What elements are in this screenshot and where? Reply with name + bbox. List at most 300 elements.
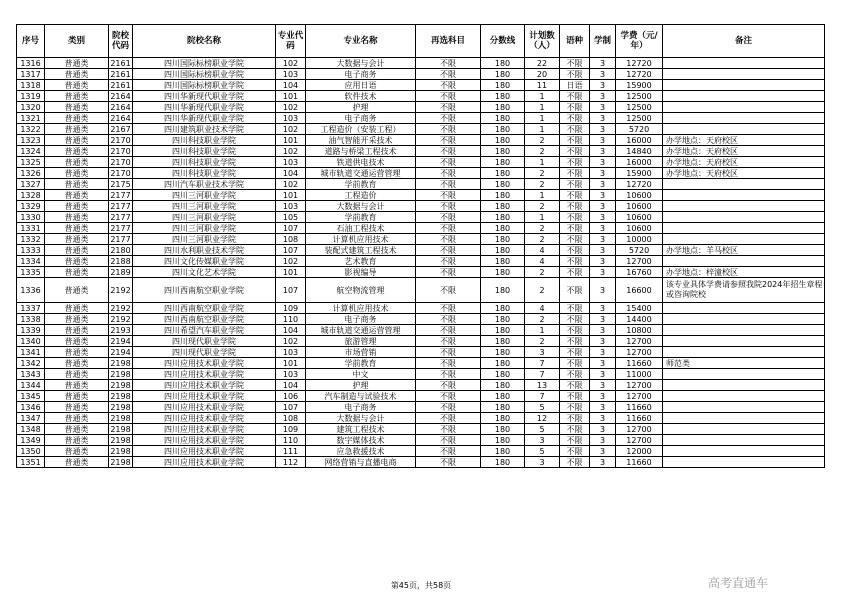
cell-subjects: 不限 [416, 245, 481, 256]
cell-school-name: 四川国际标榜职业学院 [133, 69, 276, 80]
cell-subjects: 不限 [416, 102, 481, 113]
cell-school-code: 2188 [110, 256, 131, 266]
cell-major-code: 103 [276, 369, 306, 380]
cell-language: 不限 [560, 336, 590, 347]
cell-score: 180 [481, 102, 525, 113]
cell-category: 普通类 [45, 102, 109, 113]
cell-note [663, 223, 825, 234]
cell-major-code: 107 [276, 402, 306, 413]
cell-note: 办学地点：天府校区 [663, 157, 825, 168]
cell-category: 普通类 [45, 146, 109, 157]
cell-seq: 1338 [17, 314, 45, 325]
header-major-code: 专业代码 [276, 25, 306, 58]
cell-language: 不限 [560, 124, 590, 135]
cell-fee: 5720 [616, 245, 663, 256]
cell-school-code: 2198 [110, 435, 131, 445]
cell-school-code: 2170 [110, 146, 131, 156]
cell-major-code: 108 [276, 413, 306, 424]
cell-note [663, 190, 825, 201]
cell-years: 3 [590, 124, 616, 135]
cell-language: 不限 [560, 457, 590, 468]
cell-school-name: 四川三河职业学院 [133, 223, 276, 234]
cell-subjects: 不限 [416, 278, 481, 303]
header-subjects: 再选科目 [416, 25, 481, 58]
cell-language: 不限 [560, 58, 590, 69]
cell-seq: 1349 [17, 435, 45, 446]
cell-plan: 2 [525, 234, 560, 245]
cell-category: 普通类 [45, 69, 109, 80]
cell-note [663, 413, 825, 424]
header-language: 语种 [560, 25, 590, 58]
cell-seq: 1323 [17, 135, 45, 146]
cell-school-name: 四川西南航空职业学院 [133, 278, 276, 303]
cell-years: 3 [590, 278, 616, 303]
cell-seq: 1321 [17, 113, 45, 124]
cell-score: 180 [481, 256, 525, 267]
cell-years: 3 [590, 391, 616, 402]
cell-score: 180 [481, 369, 525, 380]
cell-years: 3 [590, 201, 616, 212]
cell-major-code: 109 [276, 424, 306, 435]
cell-major-name: 电子商务 [306, 402, 416, 413]
cell-category: 普通类 [45, 157, 109, 168]
table-row [17, 402, 825, 413]
cell-language: 日语 [560, 80, 590, 91]
cell-school-code: 2194 [110, 347, 131, 357]
cell-years: 3 [590, 402, 616, 413]
cell-fee: 10600 [616, 190, 663, 201]
cell-major-code: 110 [276, 314, 306, 325]
cell-score: 180 [481, 245, 525, 256]
cell-major-code: 103 [276, 201, 306, 212]
cell-category: 普通类 [45, 245, 109, 256]
table-row [17, 245, 825, 256]
cell-school-code: 2198 [110, 369, 131, 379]
cell-major-name: 护理 [306, 380, 416, 391]
cell-fee: 12700 [616, 380, 663, 391]
cell-major-code: 110 [276, 435, 306, 446]
table-row [17, 91, 825, 102]
cell-score: 180 [481, 358, 525, 369]
cell-seq: 1330 [17, 212, 45, 223]
cell-major-name: 艺术教育 [306, 256, 416, 267]
cell-major-code: 104 [276, 380, 306, 391]
cell-language: 不限 [560, 278, 590, 303]
cell-score: 180 [481, 234, 525, 245]
cell-fee: 14840 [616, 146, 663, 157]
cell-subjects: 不限 [416, 256, 481, 267]
cell-note [663, 325, 825, 336]
cell-major-code: 103 [276, 69, 306, 80]
table-row [17, 267, 825, 278]
table-row [17, 303, 825, 314]
cell-plan: 2 [525, 135, 560, 146]
cell-years: 3 [590, 413, 616, 424]
cell-plan: 1 [525, 113, 560, 124]
cell-category: 普通类 [45, 380, 109, 391]
cell-fee: 15900 [616, 80, 663, 91]
header-major-name: 专业名称 [306, 25, 416, 58]
cell-subjects: 不限 [416, 135, 481, 146]
cell-school-code: 2198 [110, 380, 131, 390]
cell-major-name: 影视编导 [306, 267, 416, 278]
cell-subjects: 不限 [416, 303, 481, 314]
table-row [17, 157, 825, 168]
cell-school-code: 2177 [110, 234, 131, 244]
cell-school-name: 四川国际标榜职业学院 [133, 58, 276, 69]
cell-category: 普通类 [45, 256, 109, 267]
cell-language: 不限 [560, 157, 590, 168]
cell-subjects: 不限 [416, 380, 481, 391]
page-footer: 第45页，共58页 [390, 581, 452, 590]
cell-major-code: 107 [276, 245, 306, 256]
table-row [17, 212, 825, 223]
cell-category: 普通类 [45, 413, 109, 424]
cell-subjects: 不限 [416, 80, 481, 91]
cell-category: 普通类 [45, 325, 109, 336]
table-row [17, 457, 825, 468]
cell-plan: 11 [525, 80, 560, 91]
cell-major-code: 101 [276, 135, 306, 146]
cell-major-name: 学前教育 [306, 358, 416, 369]
cell-school-code: 2194 [110, 336, 131, 346]
cell-school-name: 四川三河职业学院 [133, 201, 276, 212]
cell-fee: 12720 [616, 179, 663, 190]
cell-score: 180 [481, 457, 525, 468]
cell-major-code: 104 [276, 80, 306, 91]
cell-plan: 3 [525, 347, 560, 358]
cell-fee: 10000 [616, 234, 663, 245]
cell-school-code: 2198 [110, 391, 131, 401]
cell-years: 3 [590, 157, 616, 168]
cell-note [663, 424, 825, 435]
cell-note [663, 212, 825, 223]
cell-major-name: 石油工程技术 [306, 223, 416, 234]
cell-school-code: 2198 [110, 402, 131, 412]
table-row [17, 135, 825, 146]
cell-score: 180 [481, 80, 525, 91]
table-row [17, 223, 825, 234]
cell-seq: 1339 [17, 325, 45, 336]
cell-major-name: 道路与桥梁工程技术 [306, 146, 416, 157]
cell-seq: 1320 [17, 102, 45, 113]
cell-major-name: 城市轨道交通运营管理 [306, 325, 416, 336]
cell-score: 180 [481, 212, 525, 223]
cell-major-code: 108 [276, 234, 306, 245]
cell-major-name: 航空物流管理 [306, 278, 416, 303]
cell-years: 3 [590, 256, 616, 267]
cell-category: 普通类 [45, 446, 109, 457]
cell-years: 3 [590, 446, 616, 457]
cell-school-name: 四川科技职业学院 [133, 168, 276, 179]
cell-score: 180 [481, 413, 525, 424]
cell-fee: 16000 [616, 135, 663, 146]
cell-plan: 2 [525, 223, 560, 234]
cell-school-name: 四川华新现代职业学院 [133, 113, 276, 124]
cell-years: 3 [590, 212, 616, 223]
cell-plan: 1 [525, 102, 560, 113]
cell-note [663, 91, 825, 102]
cell-years: 3 [590, 325, 616, 336]
cell-school-name: 四川三河职业学院 [133, 234, 276, 245]
cell-seq: 1317 [17, 69, 45, 80]
cell-seq: 1319 [17, 91, 45, 102]
header-category: 类别 [45, 25, 109, 58]
cell-note [663, 347, 825, 358]
cell-subjects: 不限 [416, 223, 481, 234]
cell-years: 3 [590, 168, 616, 179]
cell-major-code: 101 [276, 91, 306, 102]
cell-category: 普通类 [45, 124, 109, 135]
table-row [17, 391, 825, 402]
cell-note [663, 69, 825, 80]
cell-seq: 1322 [17, 124, 45, 135]
cell-category: 普通类 [45, 424, 109, 435]
cell-school-code: 2177 [110, 190, 131, 200]
cell-major-code: 112 [276, 457, 306, 468]
cell-subjects: 不限 [416, 201, 481, 212]
table-row [17, 347, 825, 358]
cell-language: 不限 [560, 303, 590, 314]
cell-major-name: 铁道供电技术 [306, 157, 416, 168]
cell-subjects: 不限 [416, 413, 481, 424]
cell-note [663, 58, 825, 69]
cell-major-name: 装配式建筑工程技术 [306, 245, 416, 256]
cell-school-name: 四川西南航空职业学院 [133, 303, 276, 314]
cell-language: 不限 [560, 113, 590, 124]
table-row [17, 58, 825, 69]
cell-school-code: 2175 [110, 179, 131, 189]
cell-seq: 1345 [17, 391, 45, 402]
cell-major-code: 104 [276, 325, 306, 336]
cell-school-name: 四川西南航空职业学院 [133, 314, 276, 325]
cell-seq: 1344 [17, 380, 45, 391]
cell-major-name: 工程造价 [306, 190, 416, 201]
cell-fee: 10600 [616, 212, 663, 223]
cell-plan: 5 [525, 446, 560, 457]
cell-school-code: 2192 [109, 278, 133, 303]
cell-fee: 16600 [616, 278, 663, 303]
cell-fee: 10600 [616, 223, 663, 234]
cell-school-code: 2198 [110, 457, 131, 467]
cell-major-code: 103 [276, 347, 306, 358]
cell-major-code: 109 [276, 303, 306, 314]
cell-subjects: 不限 [416, 124, 481, 135]
watermark-text: 高考直通车 [708, 576, 769, 590]
table-row [17, 80, 825, 91]
cell-years: 3 [590, 380, 616, 391]
table-row [17, 380, 825, 391]
cell-seq: 1348 [17, 424, 45, 435]
cell-school-code: 2189 [110, 267, 131, 277]
cell-plan: 2 [525, 201, 560, 212]
cell-subjects: 不限 [416, 190, 481, 201]
cell-note: 办学地点：羊马校区 [663, 245, 825, 256]
table-row [17, 369, 825, 380]
table-row [17, 234, 825, 245]
table-header-row [17, 25, 825, 58]
cell-plan: 2 [525, 168, 560, 179]
cell-major-code: 102 [276, 179, 306, 190]
table-row [17, 413, 825, 424]
cell-plan: 3 [525, 435, 560, 446]
cell-school-name: 四川应用技术职业学院 [133, 380, 276, 391]
admission-plan-table [16, 24, 825, 468]
cell-plan: 1 [525, 91, 560, 102]
cell-major-name: 电子商务 [306, 314, 416, 325]
cell-language: 不限 [560, 267, 590, 278]
cell-subjects: 不限 [416, 157, 481, 168]
table-row [17, 201, 825, 212]
cell-plan: 2 [525, 278, 560, 303]
cell-note: 该专业具体学费请参照我院2024年招生章程或咨询院校 [663, 278, 825, 303]
cell-note [663, 201, 825, 212]
cell-school-name: 四川科技职业学院 [133, 157, 276, 168]
table-row [17, 124, 825, 135]
cell-note [663, 457, 825, 468]
cell-note [663, 391, 825, 402]
cell-plan: 12 [525, 413, 560, 424]
cell-seq: 1316 [17, 58, 45, 69]
table-row [17, 69, 825, 80]
table-row [17, 424, 825, 435]
cell-major-name: 大数据与会计 [306, 413, 416, 424]
cell-fee: 10800 [616, 325, 663, 336]
cell-language: 不限 [560, 380, 590, 391]
cell-major-name: 汽车制造与试验技术 [306, 391, 416, 402]
cell-major-name: 城市轨道交通运营管理 [306, 168, 416, 179]
cell-fee: 16000 [616, 157, 663, 168]
cell-school-code: 2192 [110, 303, 131, 313]
cell-years: 3 [590, 223, 616, 234]
cell-fee: 12700 [616, 435, 663, 446]
cell-major-name: 学前教育 [306, 179, 416, 190]
cell-note [663, 303, 825, 314]
cell-years: 3 [590, 58, 616, 69]
table-row [17, 168, 825, 179]
cell-plan: 5 [525, 424, 560, 435]
cell-plan: 22 [525, 58, 560, 69]
cell-note [663, 369, 825, 380]
header-fee: 学费（元/年） [616, 25, 663, 58]
cell-years: 3 [590, 435, 616, 446]
cell-score: 180 [481, 157, 525, 168]
cell-school-code: 2170 [110, 157, 131, 167]
cell-language: 不限 [560, 135, 590, 146]
cell-school-name: 四川应用技术职业学院 [133, 413, 276, 424]
cell-plan: 1 [525, 325, 560, 336]
cell-subjects: 不限 [416, 391, 481, 402]
cell-score: 180 [481, 314, 525, 325]
cell-subjects: 不限 [416, 446, 481, 457]
cell-fee: 16760 [616, 267, 663, 278]
cell-score: 180 [481, 380, 525, 391]
cell-score: 180 [481, 336, 525, 347]
cell-school-name: 四川应用技术职业学院 [133, 402, 276, 413]
cell-language: 不限 [560, 146, 590, 157]
cell-note [663, 402, 825, 413]
cell-major-code: 102 [276, 102, 306, 113]
cell-years: 3 [590, 267, 616, 278]
cell-score: 180 [481, 69, 525, 80]
cell-years: 3 [590, 179, 616, 190]
cell-fee: 11660 [616, 413, 663, 424]
cell-subjects: 不限 [416, 234, 481, 245]
cell-language: 不限 [560, 314, 590, 325]
cell-subjects: 不限 [416, 325, 481, 336]
cell-subjects: 不限 [416, 457, 481, 468]
cell-language: 不限 [560, 212, 590, 223]
cell-major-name: 市场营销 [306, 347, 416, 358]
cell-school-code: 2180 [110, 245, 131, 255]
cell-category: 普通类 [45, 58, 109, 69]
cell-years: 3 [590, 303, 616, 314]
cell-language: 不限 [560, 358, 590, 369]
cell-school-code: 2170 [110, 168, 131, 178]
table-row [17, 113, 825, 124]
cell-years: 3 [590, 69, 616, 80]
cell-plan: 7 [525, 358, 560, 369]
cell-seq: 1328 [17, 190, 45, 201]
cell-category: 普通类 [45, 278, 109, 303]
cell-school-name: 四川文化传媒职业学院 [133, 256, 276, 267]
cell-subjects: 不限 [416, 424, 481, 435]
cell-note: 师范类 [663, 358, 825, 369]
cell-plan: 2 [525, 179, 560, 190]
cell-score: 180 [481, 223, 525, 234]
cell-category: 普通类 [45, 391, 109, 402]
cell-major-code: 101 [276, 190, 306, 201]
cell-fee: 10600 [616, 201, 663, 212]
cell-major-code: 102 [276, 124, 306, 135]
cell-subjects: 不限 [416, 369, 481, 380]
cell-language: 不限 [560, 369, 590, 380]
cell-score: 180 [481, 124, 525, 135]
cell-category: 普通类 [45, 336, 109, 347]
cell-note [663, 336, 825, 347]
cell-plan: 13 [525, 380, 560, 391]
cell-school-name: 四川应用技术职业学院 [133, 358, 276, 369]
header-school-code: 院校代码 [109, 25, 133, 58]
cell-years: 3 [590, 358, 616, 369]
cell-score: 180 [481, 446, 525, 457]
cell-plan: 1 [525, 157, 560, 168]
cell-fee: 11660 [616, 358, 663, 369]
cell-major-name: 数字媒体技术 [306, 435, 416, 446]
cell-major-code: 106 [276, 391, 306, 402]
cell-score: 180 [481, 190, 525, 201]
cell-school-code: 2198 [110, 424, 131, 434]
cell-major-name: 中文 [306, 369, 416, 380]
cell-school-name: 四川三河职业学院 [133, 190, 276, 201]
header-years: 学制 [590, 25, 616, 58]
cell-plan: 3 [525, 457, 560, 468]
cell-score: 180 [481, 58, 525, 69]
table-row [17, 435, 825, 446]
cell-major-name: 计算机应用技术 [306, 234, 416, 245]
cell-category: 普通类 [45, 358, 109, 369]
cell-score: 180 [481, 391, 525, 402]
cell-major-code: 102 [276, 58, 306, 69]
cell-category: 普通类 [45, 80, 109, 91]
cell-major-name: 旅游管理 [306, 336, 416, 347]
cell-seq: 1329 [17, 201, 45, 212]
cell-language: 不限 [560, 325, 590, 336]
cell-seq: 1347 [17, 413, 45, 424]
cell-score: 180 [481, 424, 525, 435]
cell-school-code: 2177 [110, 212, 131, 222]
cell-seq: 1318 [17, 80, 45, 91]
